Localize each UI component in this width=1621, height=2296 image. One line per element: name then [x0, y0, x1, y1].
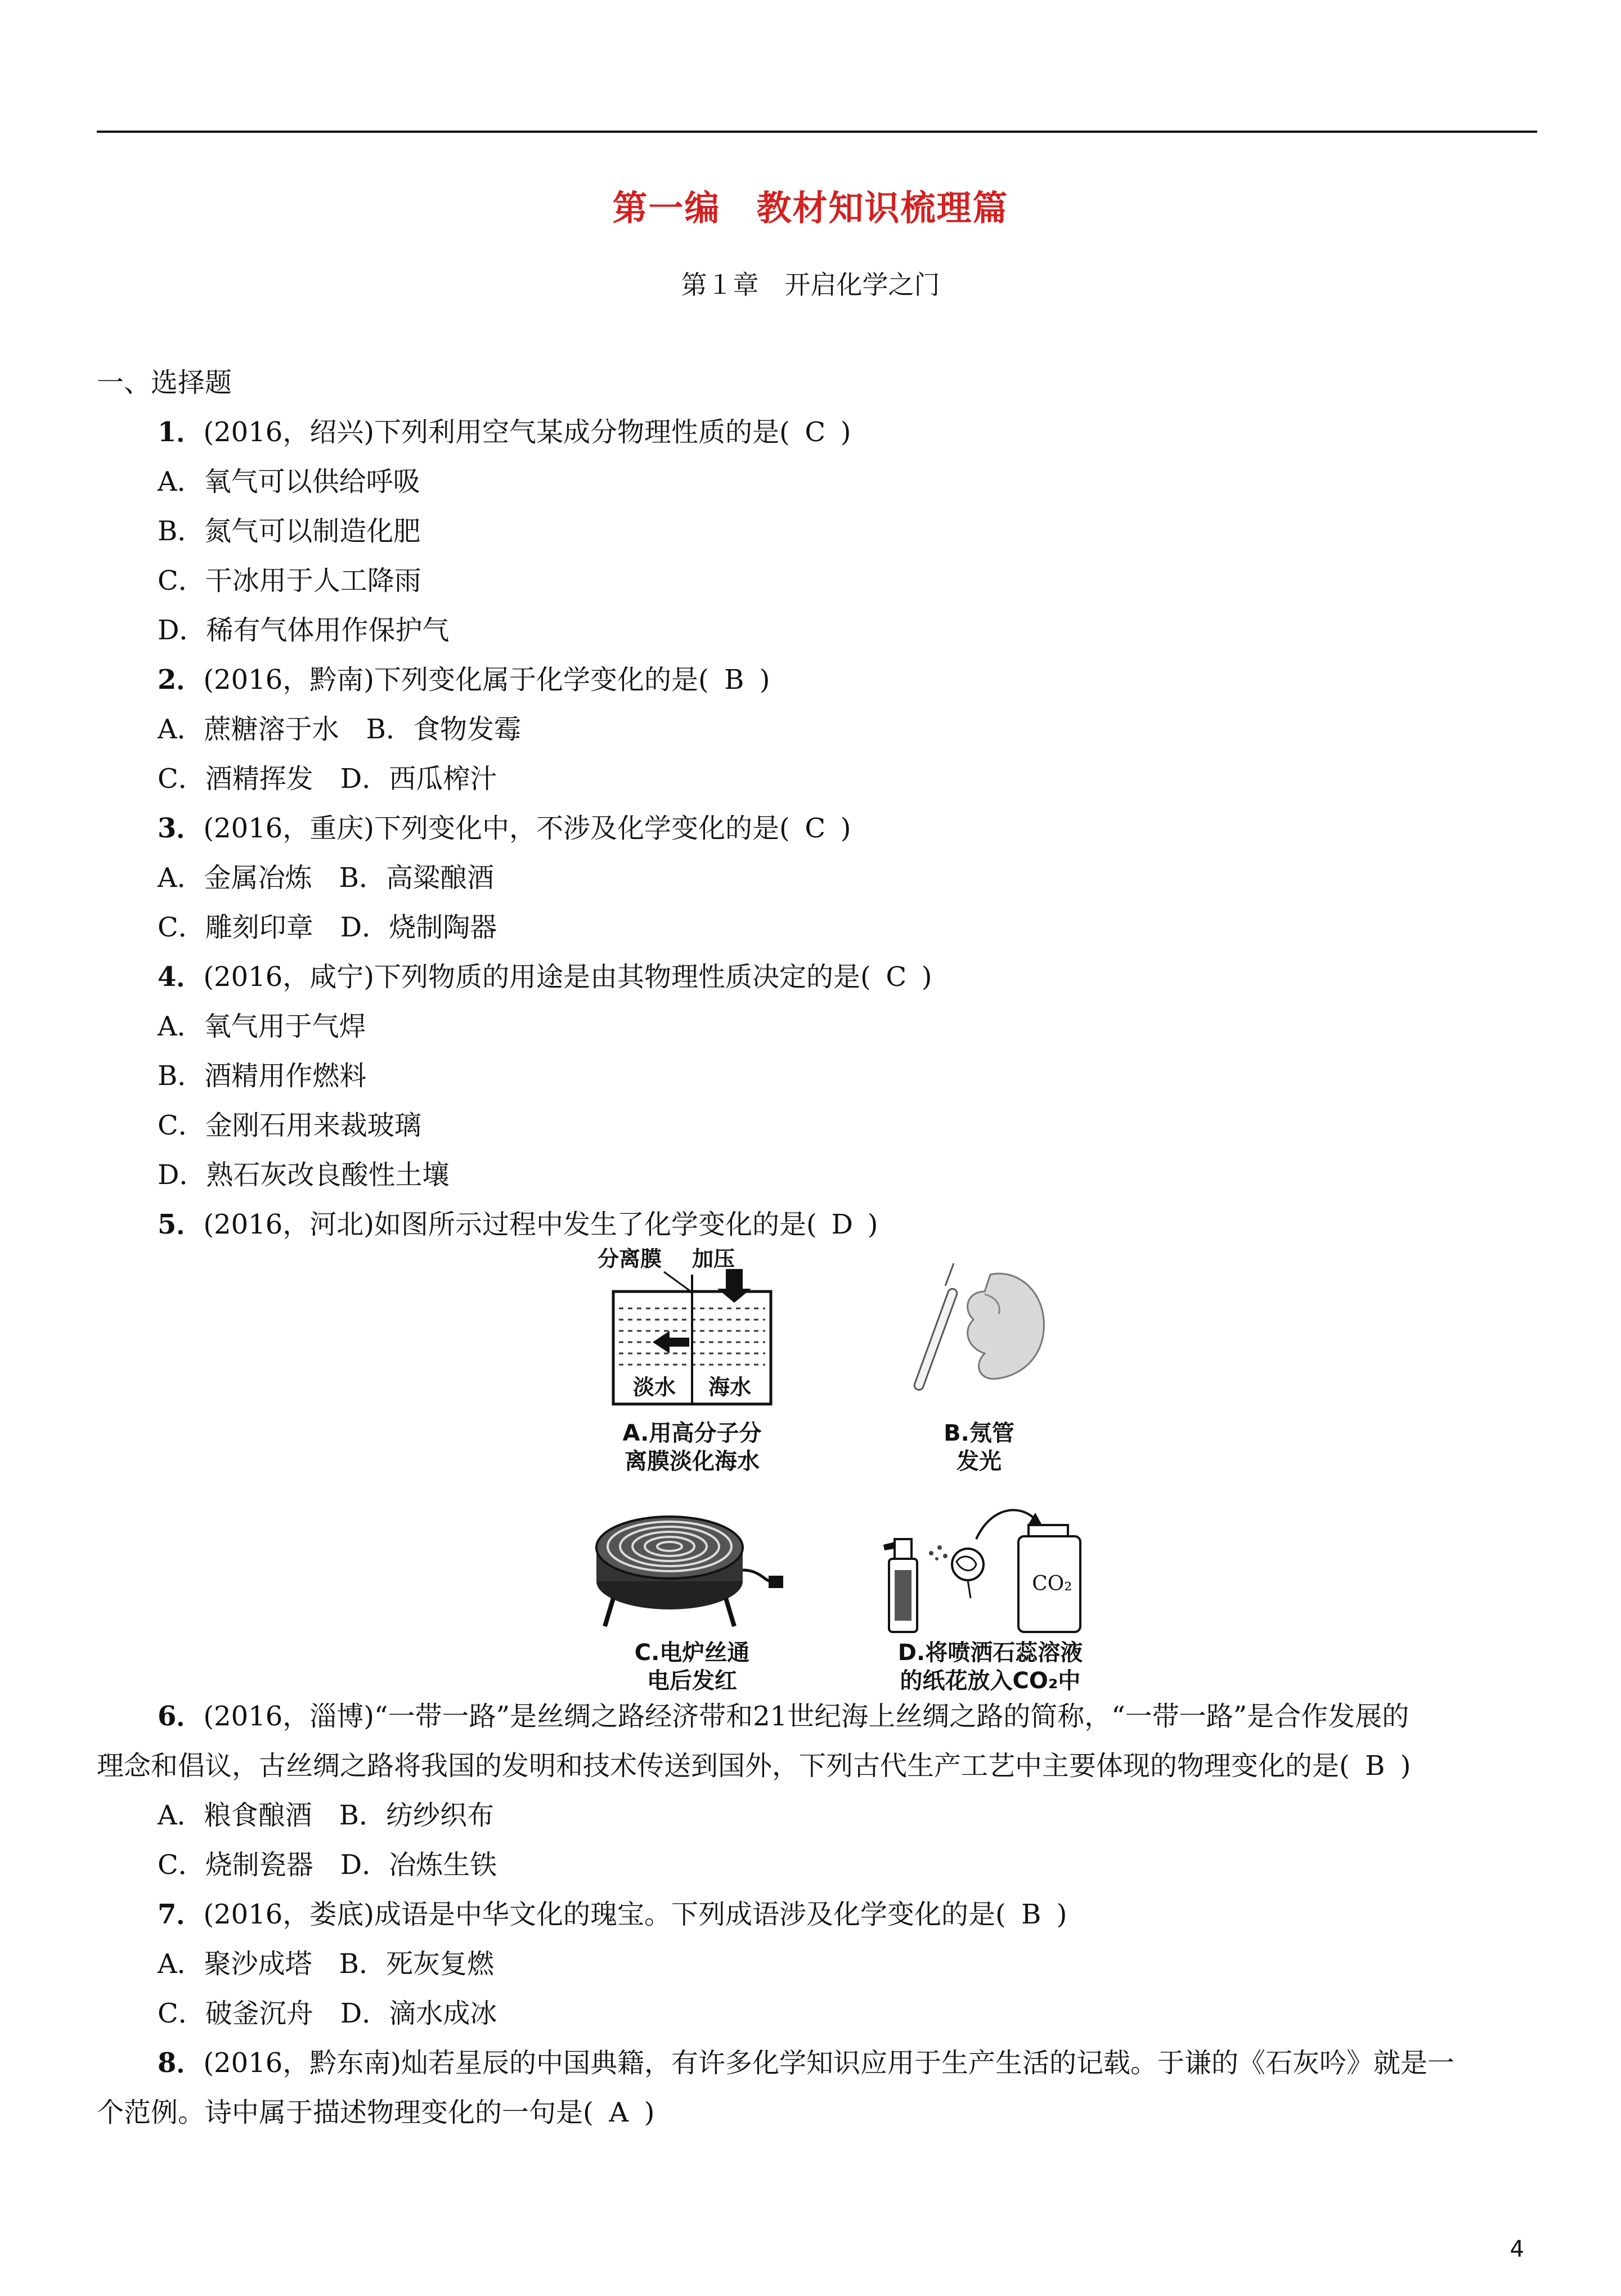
question-source: (2016，河北): [203, 1209, 375, 1240]
answer: C: [805, 416, 826, 448]
question-text: 成语是中华文化的瑰宝。下列成语涉及化学变化的是(: [374, 1899, 1006, 1930]
question-number: 2．: [158, 664, 204, 696]
option: C．雕刻印章 D．烧制陶器: [158, 912, 497, 943]
question-2: [158, 663, 770, 697]
question-4: [158, 960, 932, 994]
question-number: 1．: [158, 416, 204, 448]
figure-a-caption-1: A.用高分子分: [622, 1420, 762, 1446]
label-co2: CO₂: [1032, 1572, 1072, 1595]
paren-close: ): [1056, 1899, 1067, 1930]
option: C．酒精挥发 D．西瓜榨汁: [158, 763, 497, 795]
figure-d-caption-1: D.将喷洒石蕊溶液: [897, 1640, 1083, 1666]
paren-close: ): [1400, 1750, 1411, 1782]
question-7: [158, 1898, 1067, 1931]
answer: D: [831, 1209, 853, 1240]
page-title: 第一编 教材知识梳理篇: [612, 187, 1009, 228]
question-number: 5．: [158, 1209, 204, 1240]
question-text: 下列物质的用途是由其物理性质决定的是(: [374, 961, 871, 993]
option: A．聚沙成塔 B．死灰复燃: [158, 1948, 494, 1980]
question-8-continued: [97, 2096, 654, 2129]
figure-b-caption-1: B.氖管: [944, 1420, 1014, 1446]
question-number: 4．: [158, 961, 204, 993]
question-number: 7．: [158, 1899, 204, 1930]
question-1: [158, 415, 851, 449]
question-6: [158, 1699, 1409, 1733]
answer: B: [1021, 1899, 1041, 1930]
page-number: 4: [1510, 2236, 1524, 2262]
question-text: 灿若星辰的中国典籍，有许多化学知识应用于生产生活的记载。于谦的《石灰吟》就是一: [401, 2047, 1455, 2079]
option: A．粮食酿酒 B．纺纱织布: [158, 1800, 494, 1831]
answer: B: [724, 664, 744, 696]
question-source: (2016，重庆): [203, 813, 375, 844]
label-membrane: 分离膜: [598, 1246, 662, 1271]
question-source: (2016，咸宁): [203, 961, 375, 993]
option: A．蔗糖溶于水 B．食物发霉: [158, 714, 521, 745]
header-rule: [97, 131, 1537, 133]
section-heading: 一、选择题: [97, 367, 232, 398]
option: D．稀有气体用作保护气: [158, 615, 450, 646]
question-text: 下列变化属于化学变化的是(: [374, 664, 709, 696]
figure-d-caption-2: 的纸花放入CO₂中: [900, 1668, 1081, 1694]
figure-c-caption-2: 电后发红: [647, 1668, 737, 1694]
option: A．氧气用于气焊: [158, 1011, 366, 1042]
paren-close: ): [759, 664, 770, 696]
question-3: [158, 811, 851, 845]
paren-close: ): [644, 2097, 655, 2128]
question-source: (2016，绍兴): [203, 416, 375, 448]
option: B．氮气可以制造化肥: [158, 515, 421, 547]
figure-a-caption-2: 离膜淡化海水: [625, 1449, 760, 1474]
option: C．干冰用于人工降雨: [158, 565, 421, 597]
option: A．金属冶炼 B．高粱酿酒: [158, 862, 494, 894]
question-text-continued: 理念和倡议，古丝绸之路将我国的发明和技术传送到国外，下列古代生产工艺中主要体现的物理变化的是(: [97, 1750, 1350, 1782]
question-text: 如图所示过程中发生了化学变化的是(: [374, 1209, 817, 1240]
figure-c-caption-1: C.电炉丝通: [634, 1640, 750, 1666]
question-source: (2016，娄底): [203, 1899, 375, 1930]
question-text: 下列变化中，不涉及化学变化的是(: [374, 813, 790, 844]
question-number: 8．: [158, 2047, 204, 2079]
question-text: “一带一路”是丝绸之路经济带和21世纪海上丝绸之路的简称，“一带一路”是合作发展的: [374, 1701, 1409, 1732]
question-number: 3．: [158, 813, 204, 844]
question-text: 下列利用空气某成分物理性质的是(: [374, 416, 790, 448]
question-source: (2016，黔东南): [203, 2047, 402, 2079]
question-number: 6．: [158, 1701, 204, 1732]
figure-b-caption-2: 发光: [957, 1449, 1002, 1474]
paren-close: ): [840, 813, 851, 844]
paren-close: ): [921, 961, 932, 993]
figure-b-neon-tube: [900, 1252, 1058, 1404]
answer: C: [805, 813, 826, 844]
question-8: [158, 2046, 1454, 2080]
paren-close: ): [867, 1209, 878, 1240]
answer: C: [886, 961, 907, 993]
option: D．熟石灰改良酸性土壤: [158, 1159, 450, 1191]
answer: A: [609, 2097, 629, 2128]
question-source: (2016，黔南): [203, 664, 375, 696]
figure-d-co2-experiment: [878, 1486, 1103, 1638]
question-text-continued: 个范例。诗中属于描述物理变化的一句是(: [97, 2097, 594, 2128]
question-6-continued: [97, 1749, 1411, 1783]
option: C．破釜沉舟 D．滴水成冰: [158, 1998, 497, 2029]
label-fresh-water: 淡水: [632, 1375, 676, 1400]
option: A．氧气可以供给呼吸: [158, 466, 420, 497]
question-5: [158, 1208, 878, 1241]
label-sea-water: 海水: [708, 1375, 751, 1400]
paren-close: ): [840, 416, 851, 448]
chapter-title: 第１章 开启化学之门: [681, 270, 940, 300]
answer: B: [1365, 1750, 1385, 1782]
option: B．酒精用作燃料: [158, 1060, 367, 1092]
question-source: (2016，淄博): [203, 1701, 375, 1732]
option: C．烧制瓷器 D．冶炼生铁: [158, 1849, 497, 1881]
label-pressure: 加压: [692, 1246, 735, 1271]
figure-c-electric-stove: [585, 1497, 788, 1632]
option: C．金刚石用来裁玻璃: [158, 1110, 421, 1141]
